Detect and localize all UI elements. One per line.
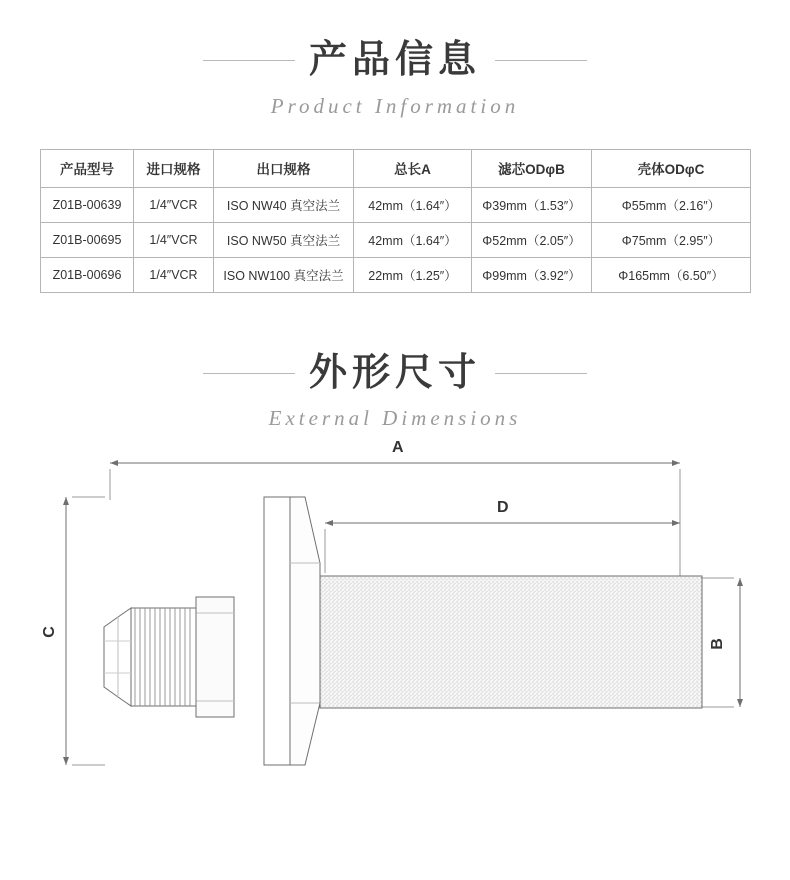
section-title: 外形尺寸 [308, 351, 481, 394]
dim-label-a: A [392, 439, 404, 457]
cell-model: Z01B-00695 [41, 222, 134, 257]
page-subtitle: Product Information [270, 93, 520, 118]
section-subtitle: External Dimensions [268, 406, 522, 431]
column-header-model: 产品型号 [41, 149, 134, 187]
column-header-inlet: 进口规格 [134, 149, 214, 187]
cell-model: Z01B-00639 [41, 187, 134, 222]
page-title: 产品信息 [308, 39, 481, 81]
cell-model: Z01B-00696 [41, 257, 134, 292]
heading-row [0, 351, 790, 397]
cell-housing-od: Φ55mm（2.16″） [592, 187, 751, 222]
cell-outlet: ISO NW50 真空法兰 [214, 222, 354, 257]
cell-element-od: Φ99mm（3.92″） [472, 257, 592, 292]
table-row [41, 222, 751, 257]
heading-rule-left [203, 60, 295, 61]
heading-rule-left [203, 373, 295, 374]
cell-inlet: 1/4″VCR [134, 222, 214, 257]
cell-inlet: 1/4″VCR [134, 257, 214, 292]
cell-element-od: Φ39mm（1.53″） [472, 187, 592, 222]
table-header-row [41, 149, 751, 187]
table-row [41, 187, 751, 222]
column-header-length: 总长A [354, 149, 472, 187]
heading-row [0, 38, 790, 84]
cell-housing-od: Φ165mm（6.50″） [592, 257, 751, 292]
dim-label-d: D [497, 499, 509, 517]
cell-inlet: 1/4″VCR [134, 187, 214, 222]
column-header-element-od: 滤芯ODφB [472, 149, 592, 187]
heading-rule-right [495, 60, 587, 61]
spec-table-container [40, 149, 750, 293]
table-row [41, 257, 751, 292]
cell-length: 42mm（1.64″） [354, 222, 472, 257]
drawing-svg [0, 445, 790, 805]
cell-housing-od: Φ75mm（2.95″） [592, 222, 751, 257]
dim-label-c: C [40, 626, 58, 638]
column-header-housing-od: 壳体ODφC [592, 149, 751, 187]
dimension-drawing [0, 439, 790, 805]
cell-element-od: Φ52mm（2.05″） [472, 222, 592, 257]
cell-length: 22mm（1.25″） [354, 257, 472, 292]
cell-length: 42mm（1.64″） [354, 187, 472, 222]
spec-table [40, 149, 751, 293]
product-info-section-header [0, 0, 790, 119]
cell-outlet: ISO NW40 真空法兰 [214, 187, 354, 222]
dim-label-b: B [708, 638, 726, 650]
cell-outlet: ISO NW100 真空法兰 [214, 257, 354, 292]
heading-rule-right [495, 373, 587, 374]
column-header-outlet: 出口规格 [214, 149, 354, 187]
dimensions-section-header [0, 293, 790, 432]
